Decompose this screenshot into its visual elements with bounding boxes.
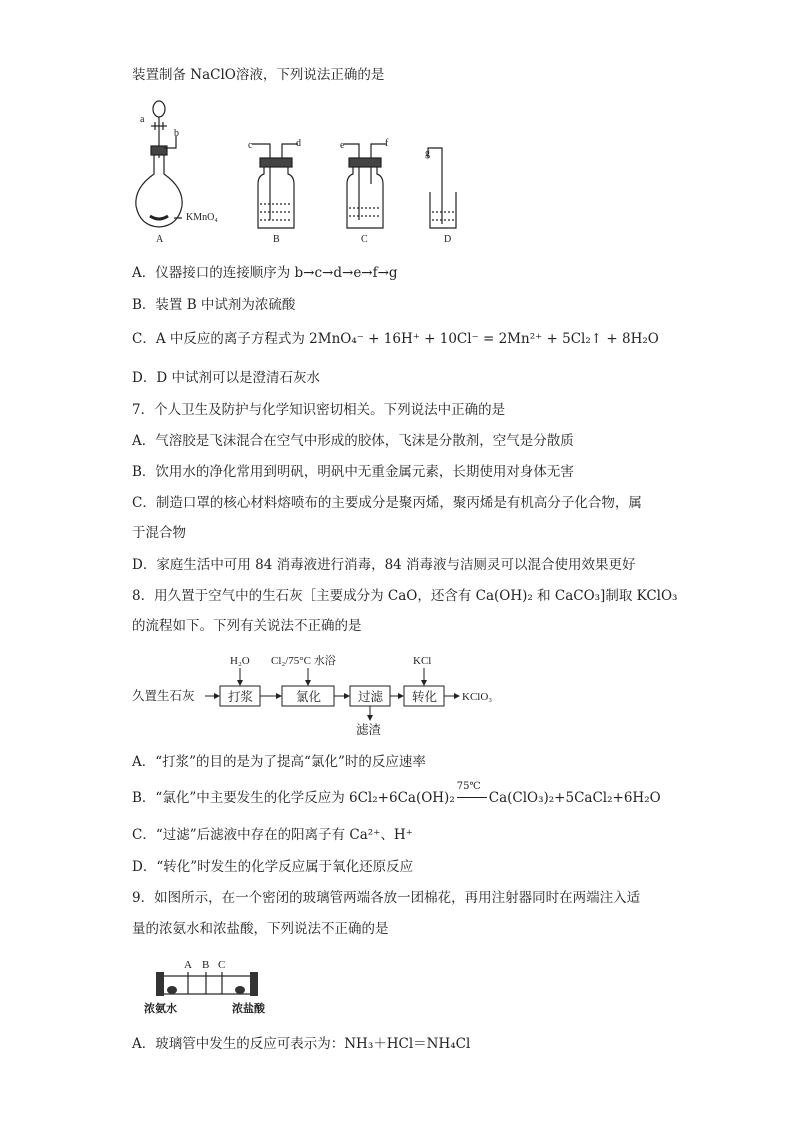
q6-stem: 装置制备 NaClO溶液，下列说法正确的是 bbox=[132, 67, 385, 83]
svg-text:C: C bbox=[361, 234, 368, 245]
svg-text:c: c bbox=[248, 140, 253, 151]
q9-option-a: A．玻璃管中发生的反应可表示为：NH₃＋HCl＝NH₄Cl bbox=[132, 1036, 471, 1052]
ionic-equation: 2MnO₄⁻ + 16H⁺ + 10Cl⁻ = 2Mn²⁺ + 5Cl₂↑ + 8H₂O bbox=[309, 331, 659, 347]
q7-option-d: D．家庭生活中可用 84 消毒液进行消毒，84 消毒液与洁厕灵可以混合使用效果更好 bbox=[132, 557, 636, 573]
flow-start: 久置生石灰 bbox=[132, 689, 195, 703]
process-flowchart bbox=[130, 652, 510, 742]
apparatus-figure bbox=[130, 96, 470, 248]
svg-text:a: a bbox=[140, 114, 145, 125]
q9-stem-line1: 9．如图所示，在一个密闭的玻璃管两端各放一团棉花，再用注射器同时在两端注入适 bbox=[132, 890, 641, 906]
q7-option-c: C．制造口罩的核心材料熔喷布的主要成分是聚丙烯，聚丙烯是有机高分子化合物，属 bbox=[132, 495, 642, 511]
flow-input-chlorine: Cl₂/75°C 水浴 bbox=[271, 655, 336, 667]
q8-option-b: B．“氯化”中主要发生的化学反应为 6Cl₂+6Ca(OH)₂ 75℃ Ca(ClO₃)₂+5CaCl₂+6H₂O bbox=[132, 789, 661, 807]
q8-stem-line2: 的流程如下。下列有关说法不正确的是 bbox=[132, 618, 362, 634]
svg-text:e: e bbox=[340, 140, 345, 151]
q8-option-a: A．“打浆”的目的是为了提高“氯化”时的反应速率 bbox=[132, 754, 426, 770]
flow-step4: 转化 bbox=[412, 690, 438, 704]
svg-text:D: D bbox=[444, 234, 452, 245]
flow-step1: 打浆 bbox=[228, 690, 254, 704]
q6-option-a: A．仪器接口的连接顺序为 b→c→d→e→f→g bbox=[132, 265, 398, 281]
flow-step2: 氯化 bbox=[296, 690, 322, 704]
flow-input-kcl: KCl bbox=[413, 655, 432, 667]
label-hydrochloric-acid: 浓盐酸 bbox=[232, 1003, 265, 1015]
q6-option-c: C．A 中反应的离子方程式为 2MnO₄⁻ + 16H⁺ + 10Cl⁻ = 2Mn²⁺ + 5Cl₂↑ + 8H₂O bbox=[132, 331, 659, 347]
svg-text:d: d bbox=[296, 138, 301, 149]
flow-residue: 滤渣 bbox=[356, 723, 382, 737]
q8-option-d: D．“转化”时发生的化学反应属于氧化还原反应 bbox=[132, 859, 414, 875]
svg-text:b: b bbox=[174, 128, 179, 139]
flow-step3: 过滤 bbox=[358, 690, 384, 704]
svg-text:A: A bbox=[156, 234, 164, 245]
q7-option-b: B．饮用水的净化常用到明矾，明矾中无重金属元素，长期使用对身体无害 bbox=[132, 464, 574, 480]
svg-text:f: f bbox=[385, 138, 389, 149]
reaction-condition: 75℃ bbox=[456, 781, 481, 792]
glass-tube-figure bbox=[140, 954, 280, 1018]
q7-stem: 7．个人卫生及防护与化学知识密切相关。下列说法中正确的是 bbox=[132, 402, 506, 418]
svg-text:C: C bbox=[218, 959, 226, 971]
svg-text:A: A bbox=[184, 959, 192, 971]
flow-input-water: H₂O bbox=[230, 655, 250, 667]
svg-text:B: B bbox=[273, 234, 280, 245]
q8-option-c: C．“过滤”后滤液中存在的阳离子有 Ca²⁺、H⁺ bbox=[132, 827, 413, 843]
svg-text:KMnO₄: KMnO₄ bbox=[186, 212, 218, 223]
q6-option-d: D．D 中试剂可以是澄清石灰水 bbox=[132, 370, 320, 386]
label-ammonia: 浓氨水 bbox=[144, 1003, 177, 1015]
q8-stem-line1: 8．用久置于空气中的生石灰［主要成分为 CaO，还含有 Ca(OH)₂ 和 CaCO₃]制取 KClO₃ bbox=[132, 588, 678, 604]
flow-product: KClO₃ bbox=[462, 691, 493, 703]
q9-stem-line2: 量的浓氨水和浓盐酸，下列说法不正确的是 bbox=[132, 921, 389, 937]
q6-option-b: B．装置 B 中试剂为浓硫酸 bbox=[132, 297, 296, 313]
svg-text:B: B bbox=[202, 959, 210, 971]
svg-text:g: g bbox=[425, 148, 430, 159]
q7-option-c-cont: 于混合物 bbox=[132, 525, 186, 541]
q7-option-a: A．气溶胶是飞沫混合在空气中形成的胶体，飞沫是分散剂，空气是分散质 bbox=[132, 433, 574, 449]
